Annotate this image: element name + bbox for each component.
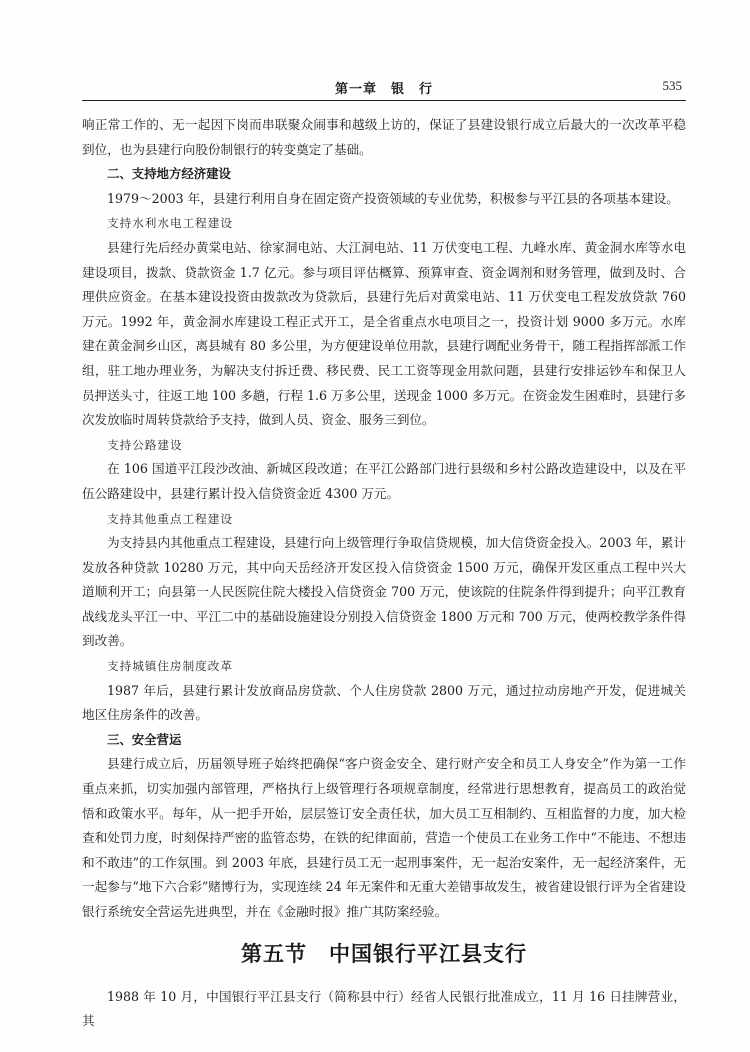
- subsection-heading-safe-operation: 三、安全营运: [107, 731, 182, 747]
- section-title: 第五节 中国银行平江县支行: [241, 941, 527, 966]
- paragraph-safe-operation: 县建行成立后，历届领导班子始终把确保“客户资金安全、建行财产安全和员工人身安全”作为第一工作重点来抓，切实加强内部管理，严格执行上级管理行各项规章制度，经常进行思想教育，提高员工的政治觉悟和政策水平。每年，从一把手开始，层层签订安全责任状，加大员工互相制约、互相监督的力度，加大检查和处罚力度，时刻保持严密的监管态势，在铁的纪律面前，营造一个使员工在业务工作中“不能违、不想违和不敢违”的工作氛围。到 2003 年底，县建行员工无一起刑事案件，无一起治安案件，无一起经济案件，无一起参与“地下六合彩”赌博行为，实现连续 24 年无案件和无重大差错事故发生，被省建设银行评为全省建设银行系统安全营运先进典型，并在《金融时报》推广其防案经验。: [82, 756, 686, 919]
- paragraph-boc-intro: 1988 年 10 月，中国银行平江县支行（简称县中行）经省人民银行批准成立，11 月 16 日挂牌营业，其: [82, 988, 686, 1029]
- topic-heading-water-power: 支持水利水电工程建设: [107, 216, 233, 231]
- paragraph-highway: 在 106 国道平江段沙改油、新城区段改道；在平江公路部门进行县级和乡村公路改造建设中，以及在平伍公路建设中，县建行累计投入信贷资金近 4300 万元。: [82, 461, 686, 501]
- page-number: 535: [662, 78, 682, 93]
- running-header: [82, 78, 686, 101]
- paragraph-water-power: 县建行先后经办黄棠电站、徐家洞电站、大江洞电站、11 万伏变电工程、九峰水库、黄金洞水库等水电建设项目，拨款、贷款资金 1.7 亿元。参与项目评估概算、预算审查、资金调剂和财务管理，做到及时、合理供应资金。在基本建设投资由拨款改为贷款后，县建行先后对黄棠电站、11 万伏变电工程发放贷款 760 万元。1992 年，黄金洞水库建设工程正式开工，是全省重点水电项目之一，投资计划 9000 多万元。水库建在黄金洞乡山区，离县城有 80 多公里，为方便建设单位用款，县建行调配业务骨干，随工程指挥部派工作组，驻工地办理业务，为解决支付拆迁费、移民费、民工工资等现金用款问题，县建行安排运钞车和保卫人员押送头寸，往返工地 100 多趟，行程 1.6 万多公里，送现金 1000 多万元。在资金发生困难时，县建行多次发放临时周转贷款给予支持，做到人员、资金、服务三到位。: [82, 239, 686, 428]
- topic-heading-highway: 支持公路建设: [107, 437, 183, 452]
- topic-heading-key-projects: 支持其他重点工程建设: [107, 511, 233, 526]
- page-body: [82, 113, 686, 1034]
- chapter-title: 第一章 银 行: [334, 82, 433, 97]
- topic-heading-housing-reform: 支持城镇住房制度改革: [107, 659, 233, 674]
- paragraph-continuation: 响正常工作的、无一起因下岗而串联聚众闹事和越级上访的，保证了县建设银行成立后最大的一次改革平稳到位，也为县建行向股份制银行的转变奠定了基础。: [82, 117, 686, 157]
- subsection-heading-local-economy: 二、支持地方经济建设: [107, 166, 231, 182]
- paragraph-intro: 1979～2003 年，县建行利用自身在固定资产投资领域的专业优势，积极参与平江县的各项基本建设。: [107, 190, 679, 206]
- paragraph-key-projects: 为支持县内其他重点工程建设，县建行向上级管理行争取信贷规模，加大信贷资金投入。2003 年，累计发放各种贷款 10280 万元，其中向天岳经济开发区投入信贷资金 1500 万元，确保开发区重点工程中兴大道顺利开工；向县第一人民医院住院大楼投入信贷资金 700 万元，使该院的住院条件得到提升；向平江教育战线龙头平江一中、平江二中的基础设施建设分别投入信贷资金 1800 万元和 700 万元，使两校教学条件得到改善。: [82, 535, 686, 649]
- paragraph-housing-reform: 1987 年后，县建行累计发放商品房贷款、个人住房贷款 2800 万元，通过拉动房地产开发，促进城关地区住房条件的改善。: [82, 682, 686, 723]
